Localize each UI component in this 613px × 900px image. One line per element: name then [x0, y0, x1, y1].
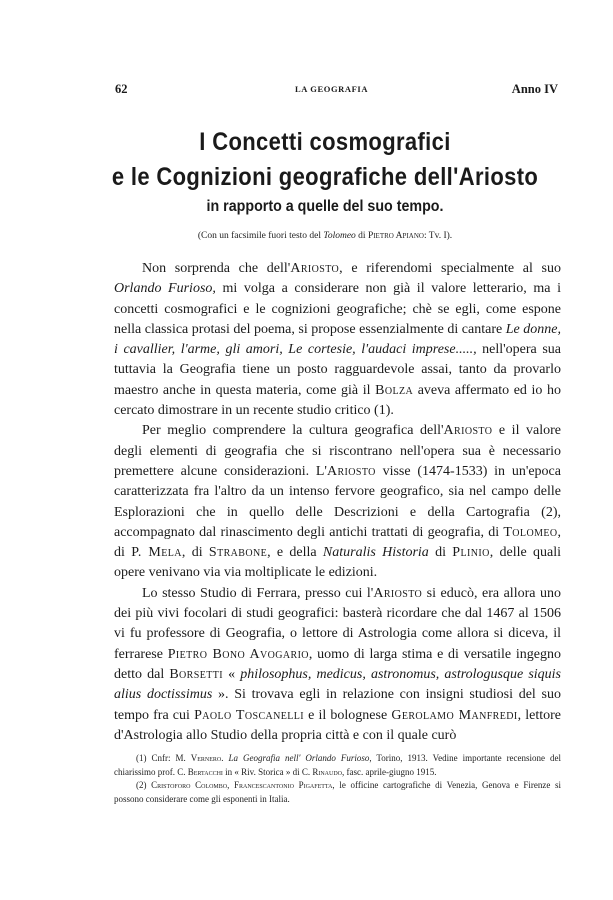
running-header [115, 82, 558, 100]
paragraph-1: Non sorprenda che dell'Ariosto, e riferendomi specialmente al suo Orlando Furioso, mi volga a considerare non già il valore letterario, ma i concetti cosmografici e le cognizioni geografiche; chè se egli, come espone nella classica protasi del poema, si propose essenzialmente di cantare Le donne, i cavallier, l'arme, gli amori, Le cortesie, l'audaci imprese....., nell'opera sua tuttavia la Geografia tiene un posto ragguardevole assai, tanto da provarlo maestro anche in questa materia, come già il Bolza aveva affermato ed io ho cercato dimostrare in un recente studio critico (1). [114, 261, 561, 419]
facsimile-note: (Con un facsimile fuori testo del Tolomeo di Pietro Apiano: Tv. I). [197, 231, 453, 241]
page-number: 62 [115, 82, 128, 96]
volume-label: Anno IV [511, 82, 558, 96]
article-subtitle: in rapporto a quelle del suo tempo. [206, 198, 444, 215]
article-title-line-2: e le Cognizioni geografiche dell'Ariosto [111, 163, 539, 191]
paragraph-2: Per meglio comprendere la cultura geografica dell'Ariosto e il valore degli elementi di geografia che si riscontrano nell'opera sua è necessario premettere alcune considerazioni. L'Ariosto visse (1474-1533) in un'epoca caratterizzata fra l'altro da un intenso fervore geografico, sia nel campo delle Esplorazioni che in quello delle Descrizioni e della Cartografia (2), accompagnato dal rinascimento degli antichi trattati di geografia, di Tolomeo, di P. Mela, di Strabone, e della Naturalis Historia di Plinio, delle quali opere venivano via via moltiplicate le edizioni. [114, 423, 561, 581]
paragraph-3: Lo stesso Studio di Ferrara, presso cui l'Ariosto si educò, era allora uno dei più vivi focolari di studi geografici: basterà ricordare che dal 1467 al 1506 vi fu professore di Geografia, o lettore di Astrologia come allora si diceva, il ferrarese Pietro Bono Avogario, uomo di larga stima e di versatile ingegno detto dal Borsetti « philosophus, medicus, astronomus, astrologusque siquis alius doctissimus ». Si trovava egli in relazione con insigni studiosi del suo tempo fra cui Paolo Toscanelli e il bolognese Gerolamo Manfredi, lettore d'Astrologia allo Studio della propria città e con il quale curò [114, 585, 562, 743]
article-body [114, 259, 561, 746]
footnote-1: (1) Cnfr: M. Vernero. La Geografia nell' Orlando Furioso, Torino, 1913. Vedine importante recensione del chiarissimo prof. C. Bertacchi in « Riv. Storica » di C. Rinaudo, fasc. aprile-giugno 1915. [114, 753, 562, 777]
article-title-line-1: I Concetti cosmografici [199, 128, 451, 156]
footnotes [114, 752, 561, 806]
footnote-2: (2) Cristoforo Colombo, Francescantonio Pigafetta, le officine cartografiche di Venezia, Genova e Firenze si possono considerare come gli esponenti in Italia. [114, 780, 561, 804]
running-title: LA GEOGRAFIA [295, 84, 369, 94]
